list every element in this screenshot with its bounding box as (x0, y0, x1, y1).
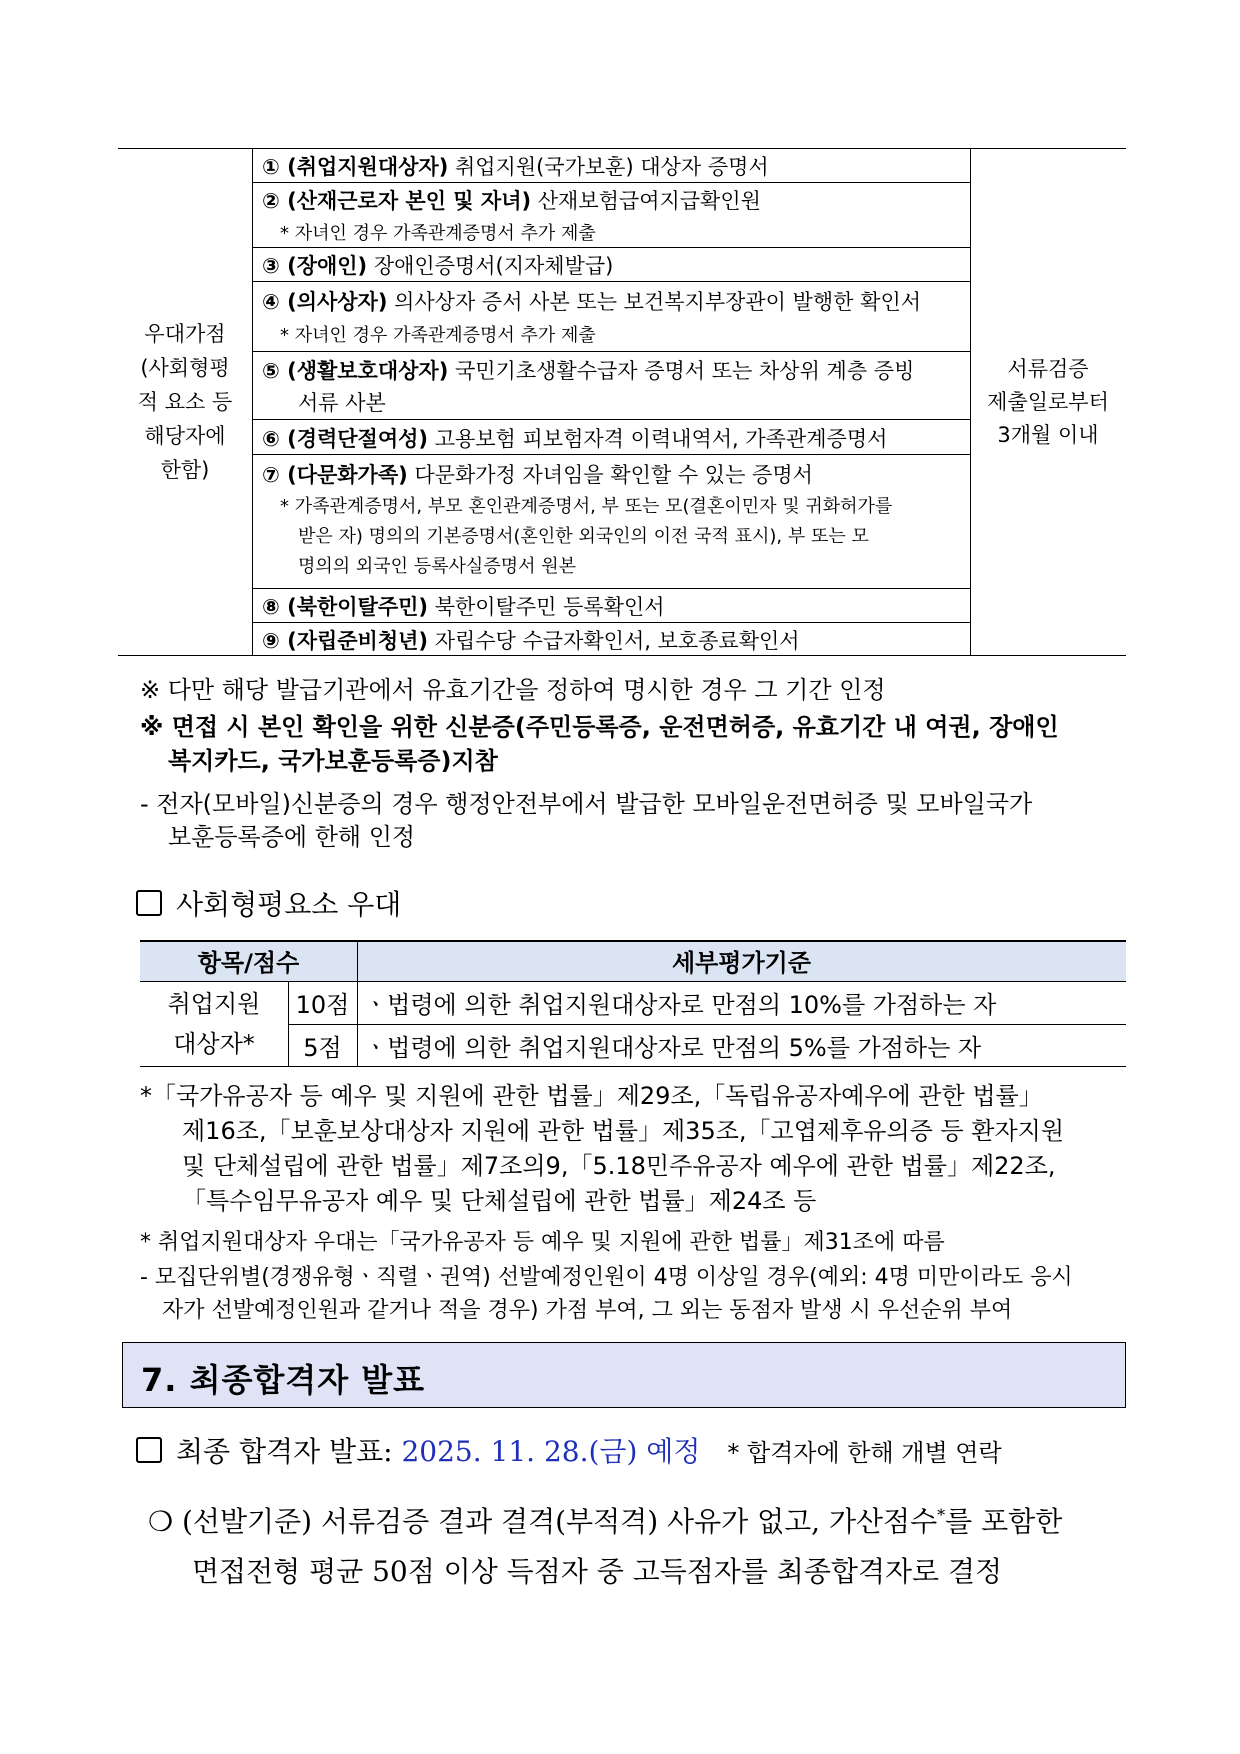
selection-criteria-cont: 면접전형 평균 50점 이상 득점자 중 고득점자를 최종합격자로 결정 (192, 1555, 1003, 1588)
bonus-rule-footnote: - 모집단위별(경쟁유형ㆍ직렬ㆍ권역) 선발예정인원이 4명 이상일 경우(예외: 4명 미만이라도 응시 (140, 1265, 1073, 1290)
category-employment-support: 취업지원 대상자* (167, 990, 261, 1058)
deadline-line: 서류검증 (1007, 356, 1089, 381)
document-item-note: * 자녀인 경우 가족관계증명서 추가 제출 (280, 325, 596, 346)
document-item: ⑤ (생활보호대상자) 국민기초생활수급자 증명서 또는 차상위 계층 증빙 서류 사본 (262, 359, 915, 415)
category-line: (사회형평 (140, 356, 230, 380)
preference-category-cell (118, 148, 252, 656)
submission-deadline-cell (970, 148, 1126, 656)
score-value: 10점 (295, 991, 350, 1019)
document-item: ⑥ (경력단절여성) 고용보험 피보험자격 이력내역서, 가족관계증명서 (262, 427, 888, 451)
document-item-note: * 자녀인 경우 가족관계증명서 추가 제출 (280, 223, 596, 244)
announcement-date: 2025. 11. 28.(금) 예정 (401, 1435, 701, 1468)
final-announcement: 최종 합격자 발표: 2025. 11. 28.(금) 예정 * 합격자에 한해 개별 연락 (136, 1430, 1002, 1470)
social-equity-heading: 사회형평요소 우대 (136, 883, 401, 923)
header-criteria: 세부평가기준 (671, 949, 812, 977)
document-item-note: 받은 자) 명의의 기본증명서(혼인한 외국인의 이전 국적 표시), 부 또는 모 (298, 526, 869, 547)
criteria-text: ㆍ법령에 의한 취업지원대상자로 만점의 10%를 가점하는 자 (364, 991, 997, 1019)
document-item-note: 명의의 외국인 등록사실증명서 원본 (298, 556, 576, 577)
category-line: 적 요소 등 (137, 390, 233, 414)
social-equity-score-table (140, 940, 1126, 1067)
score-value: 5점 (303, 1033, 342, 1062)
document-item: ② (산재근로자 본인 및 자녀) 산재보험급여지급확인원 * 자녀인 경우 가족관계증명서 추가 제출 (262, 189, 761, 244)
validity-note: ※ 다만 해당 발급기관에서 유효기간을 정하여 명시한 경우 그 기간 인정 (140, 676, 886, 704)
bonus-rule-footnote-cont: 자가 선발예정인원과 같거나 적을 경우) 가점 부여, 그 외는 동점자 발생 시 우선순위 부여 (162, 1298, 1013, 1323)
checkbox-square-icon (136, 890, 162, 916)
header-item-score: 항목/점수 (197, 949, 300, 977)
law-footnote: 제16조,「보훈보상대상자 지원에 관한 법률」제35조,「고엽제후유의증 등 환자지원 (182, 1117, 1064, 1145)
id-required-note: ※ 면접 시 본인 확인을 위한 신분증(주민등록증, 운전면허증, 유효기간 내 여권, 장애인 (140, 713, 1059, 741)
deadline-line: 3개월 이내 (997, 422, 1099, 447)
document-item: ⑨ (자립준비청년) 자립수당 수급자확인서, 보호종료확인서 (262, 629, 800, 653)
document-item-note: * 가족관계증명서, 부모 혼인관계증명서, 부 또는 모(결혼이민자 및 귀화허가를 (280, 496, 893, 517)
required-documents-table (118, 148, 1126, 656)
document-item: ④ (의사상자) 의사상자 증서 사본 또는 보건복지부장관이 발행한 확인서 * 자녀인 경우 가족관계증명서 추가 제출 (262, 290, 922, 346)
section-7-title: 7. 최종합격자 발표 (141, 1361, 426, 1399)
deadline-line: 제출일로부터 (987, 389, 1109, 414)
mobile-id-note-cont: 보훈등록증에 한해 인정 (168, 823, 416, 851)
selection-criteria: ❍ (선발기준) 서류검증 결과 결격(부적격) 사유가 없고, 가산점수*를 포함한 (148, 1505, 1063, 1538)
law-footnote: *「국가유공자 등 예우 및 지원에 관한 법률」제29조,「독립유공자예우에 관한 법률」 (140, 1082, 1043, 1110)
announcement-note: * 합격자에 한해 개별 연락 (727, 1439, 1002, 1467)
category-line: 한함) (160, 458, 210, 482)
document-item: ⑧ (북한이탈주민) 북한이탈주민 등록확인서 (262, 595, 665, 619)
document-item: ⑦ (다문화가족) 다문화가정 자녀임을 확인할 수 있는 증명서 * 가족관계증명서, 부모 혼인관계증명서, 부 또는 모(결혼이민자 및 귀화허가를 받은 자) 명의의 기본증명서(혼인한 외국인의 이전 국적 표시), 부 또는 모 명의의 외국인 등록사실증명서 원본 (262, 463, 893, 577)
category-line: 우대가점 (144, 322, 226, 346)
section-7-title-bar (122, 1342, 1126, 1408)
mobile-id-note: - 전자(모바일)신분증의 경우 행정안전부에서 발급한 모바일운전면허증 및 모바일국가 (140, 790, 1033, 818)
checkbox-square-icon (136, 1437, 162, 1463)
law-footnote: 및 단체설립에 관한 법률」제7조의9,「5.18민주유공자 예우에 관한 법률」제22조, (182, 1152, 1056, 1180)
document-item: ① (취업지원대상자) 취업지원(국가보훈) 대상자 증명서 (262, 155, 769, 179)
id-required-note-cont: 복지카드, 국가보훈등록증)지참 (168, 747, 498, 775)
document-item: ③ (장애인) 장애인증명서(지자체발급) (262, 254, 614, 278)
employment-support-footnote: * 취업지원대상자 우대는「국가유공자 등 예우 및 지원에 관한 법률」제31조에 따름 (140, 1230, 945, 1255)
category-line: 해당자에 (144, 424, 226, 448)
document-item-continuation: 서류 사본 (298, 391, 386, 415)
criteria-text: ㆍ법령에 의한 취업지원대상자로 만점의 5%를 가점하는 자 (364, 1033, 982, 1062)
law-footnote: 「특수임무유공자 예우 및 단체설립에 관한 법률」제24조 등 (182, 1187, 817, 1215)
